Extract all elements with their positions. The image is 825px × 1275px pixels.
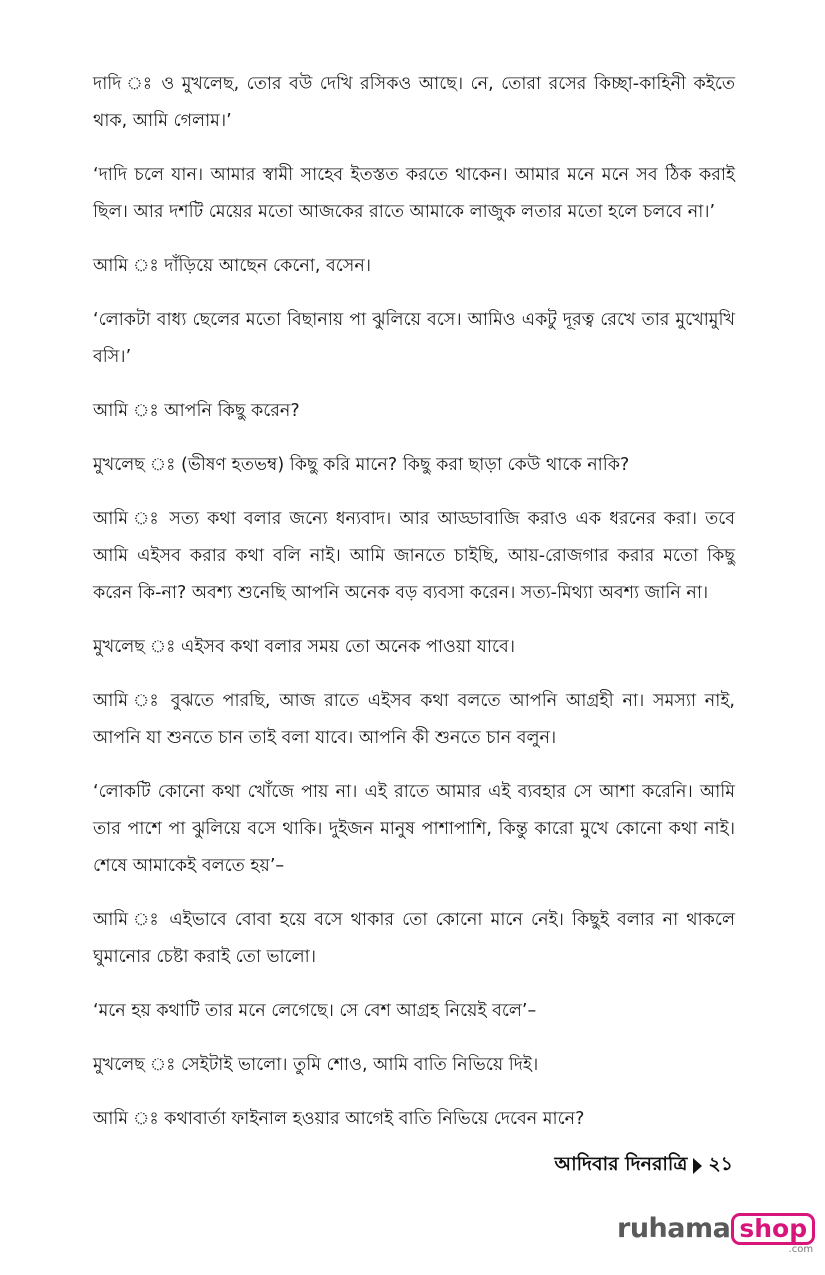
ruhamashop-watermark	[617, 1213, 815, 1255]
paragraph: আমি ঃ দাঁড়িয়ে আছেন কেনো, বসেন।	[93, 256, 372, 276]
watermark-brand: ruhama	[617, 1213, 731, 1244]
paragraph: আমি ঃ এইভাবে বোবা হয়ে বসে থাকার তো কোনো মানে নেই। কিছুই বলার না থাকলে ঘুমানোর চেষ্টা করাই তো ভালো।	[93, 910, 735, 967]
paragraph: ‘লোকটি কোনো কথা খোঁজে পায় না। এই রাতে আমার এই ব্যবহার সে আশা করেনি। আমি তার পাশে পা ঝুলিয়ে বসে থাকি। দুইজন মানুষ পাশাপাশি, কিন্তু কারো মুখে কোনো কথা নাই। শেষে আমাকেই বলতে হয়’–	[93, 782, 735, 876]
page-number: ২১	[708, 1153, 733, 1175]
page-footer	[554, 1150, 733, 1182]
watermark-shop-box	[730, 1213, 815, 1255]
paragraph: আমি ঃ সত্য কথা বলার জন্যে ধন্যবাদ। আর আড্ডাবাজি করাও এক ধরনের করা। তবে আমি এইসব করার কথা বলি নাই। আমি জানতে চাইছি, আয়-রোজগার করার মতো কিছু করেন কি-না? অবশ্য শুনেছি আপনি অনেক বড় ব্যবসা করেন। সত্য-মিথ্যা অবশ্য জানি না।	[93, 509, 735, 603]
paragraph: ‘লোকটা বাধ্য ছেলের মতো বিছানায় পা ঝুলিয়ে বসে। আমিও একটু দূরত্ব রেখে তার মুখোমুখি বসি।’	[93, 310, 735, 367]
paragraph: আমি ঃ বুঝতে পারছি, আজ রাতে এইসব কথা বলতে আপনি আগ্রহী না। সমস্যা নাই, আপনি যা শুনতে চান তাই বলা যাবে। আপনি কী শুনতে চান বলুন।	[93, 691, 735, 748]
paragraph: ‘দাদি চলে যান। আমার স্বামী সাহেব ইতস্তত করতে থাকেন। আমার মনে মনে সব ঠিক করাই ছিল। আর দশটি মেয়ের মতো আজকের রাতে আমাকে লাজুক লতার মতো হলে চলবে না।’	[93, 165, 735, 222]
paragraph: ‘মনে হয় কথাটি তার মনে লেগেছে। সে বেশ আগ্রহ নিয়েই বলে’–	[93, 1001, 537, 1021]
paragraph: মুখলেছ ঃ সেইটাই ভালো। তুমি শোও, আমি বাতি নিভিয়ে দিই।	[93, 1055, 539, 1075]
page-body	[93, 66, 735, 1155]
paragraph: আমি ঃ কথাবার্তা ফাইনাল হওয়ার আগেই বাতি নিভিয়ে দেবেন মানে?	[93, 1109, 585, 1129]
watermark-shop: shop	[731, 1213, 815, 1245]
triangle-right-icon	[693, 1158, 702, 1174]
paragraph: মুখলেছ ঃ এইসব কথা বলার সময় তো অনেক পাওয়া যাবে।	[93, 637, 515, 657]
paragraph: দাদি ঃ ও মুখলেছ, তোর বউ দেখি রসিকও আছে। নে, তোরা রসের কিচ্ছা-কাহিনী কইতে থাক, আমি গেলাম।’	[93, 74, 735, 131]
watermark-domain: .com	[788, 1244, 814, 1255]
paragraph: আমি ঃ আপনি কিছু করেন?	[93, 401, 300, 421]
book-title: আদিবার দিনরাত্রি	[554, 1153, 688, 1175]
paragraph: মুখলেছ ঃ (ভীষণ হতভম্ব) কিছু করি মানে? কিছু করা ছাড়া কেউ থাকে নাকি?	[93, 455, 630, 475]
